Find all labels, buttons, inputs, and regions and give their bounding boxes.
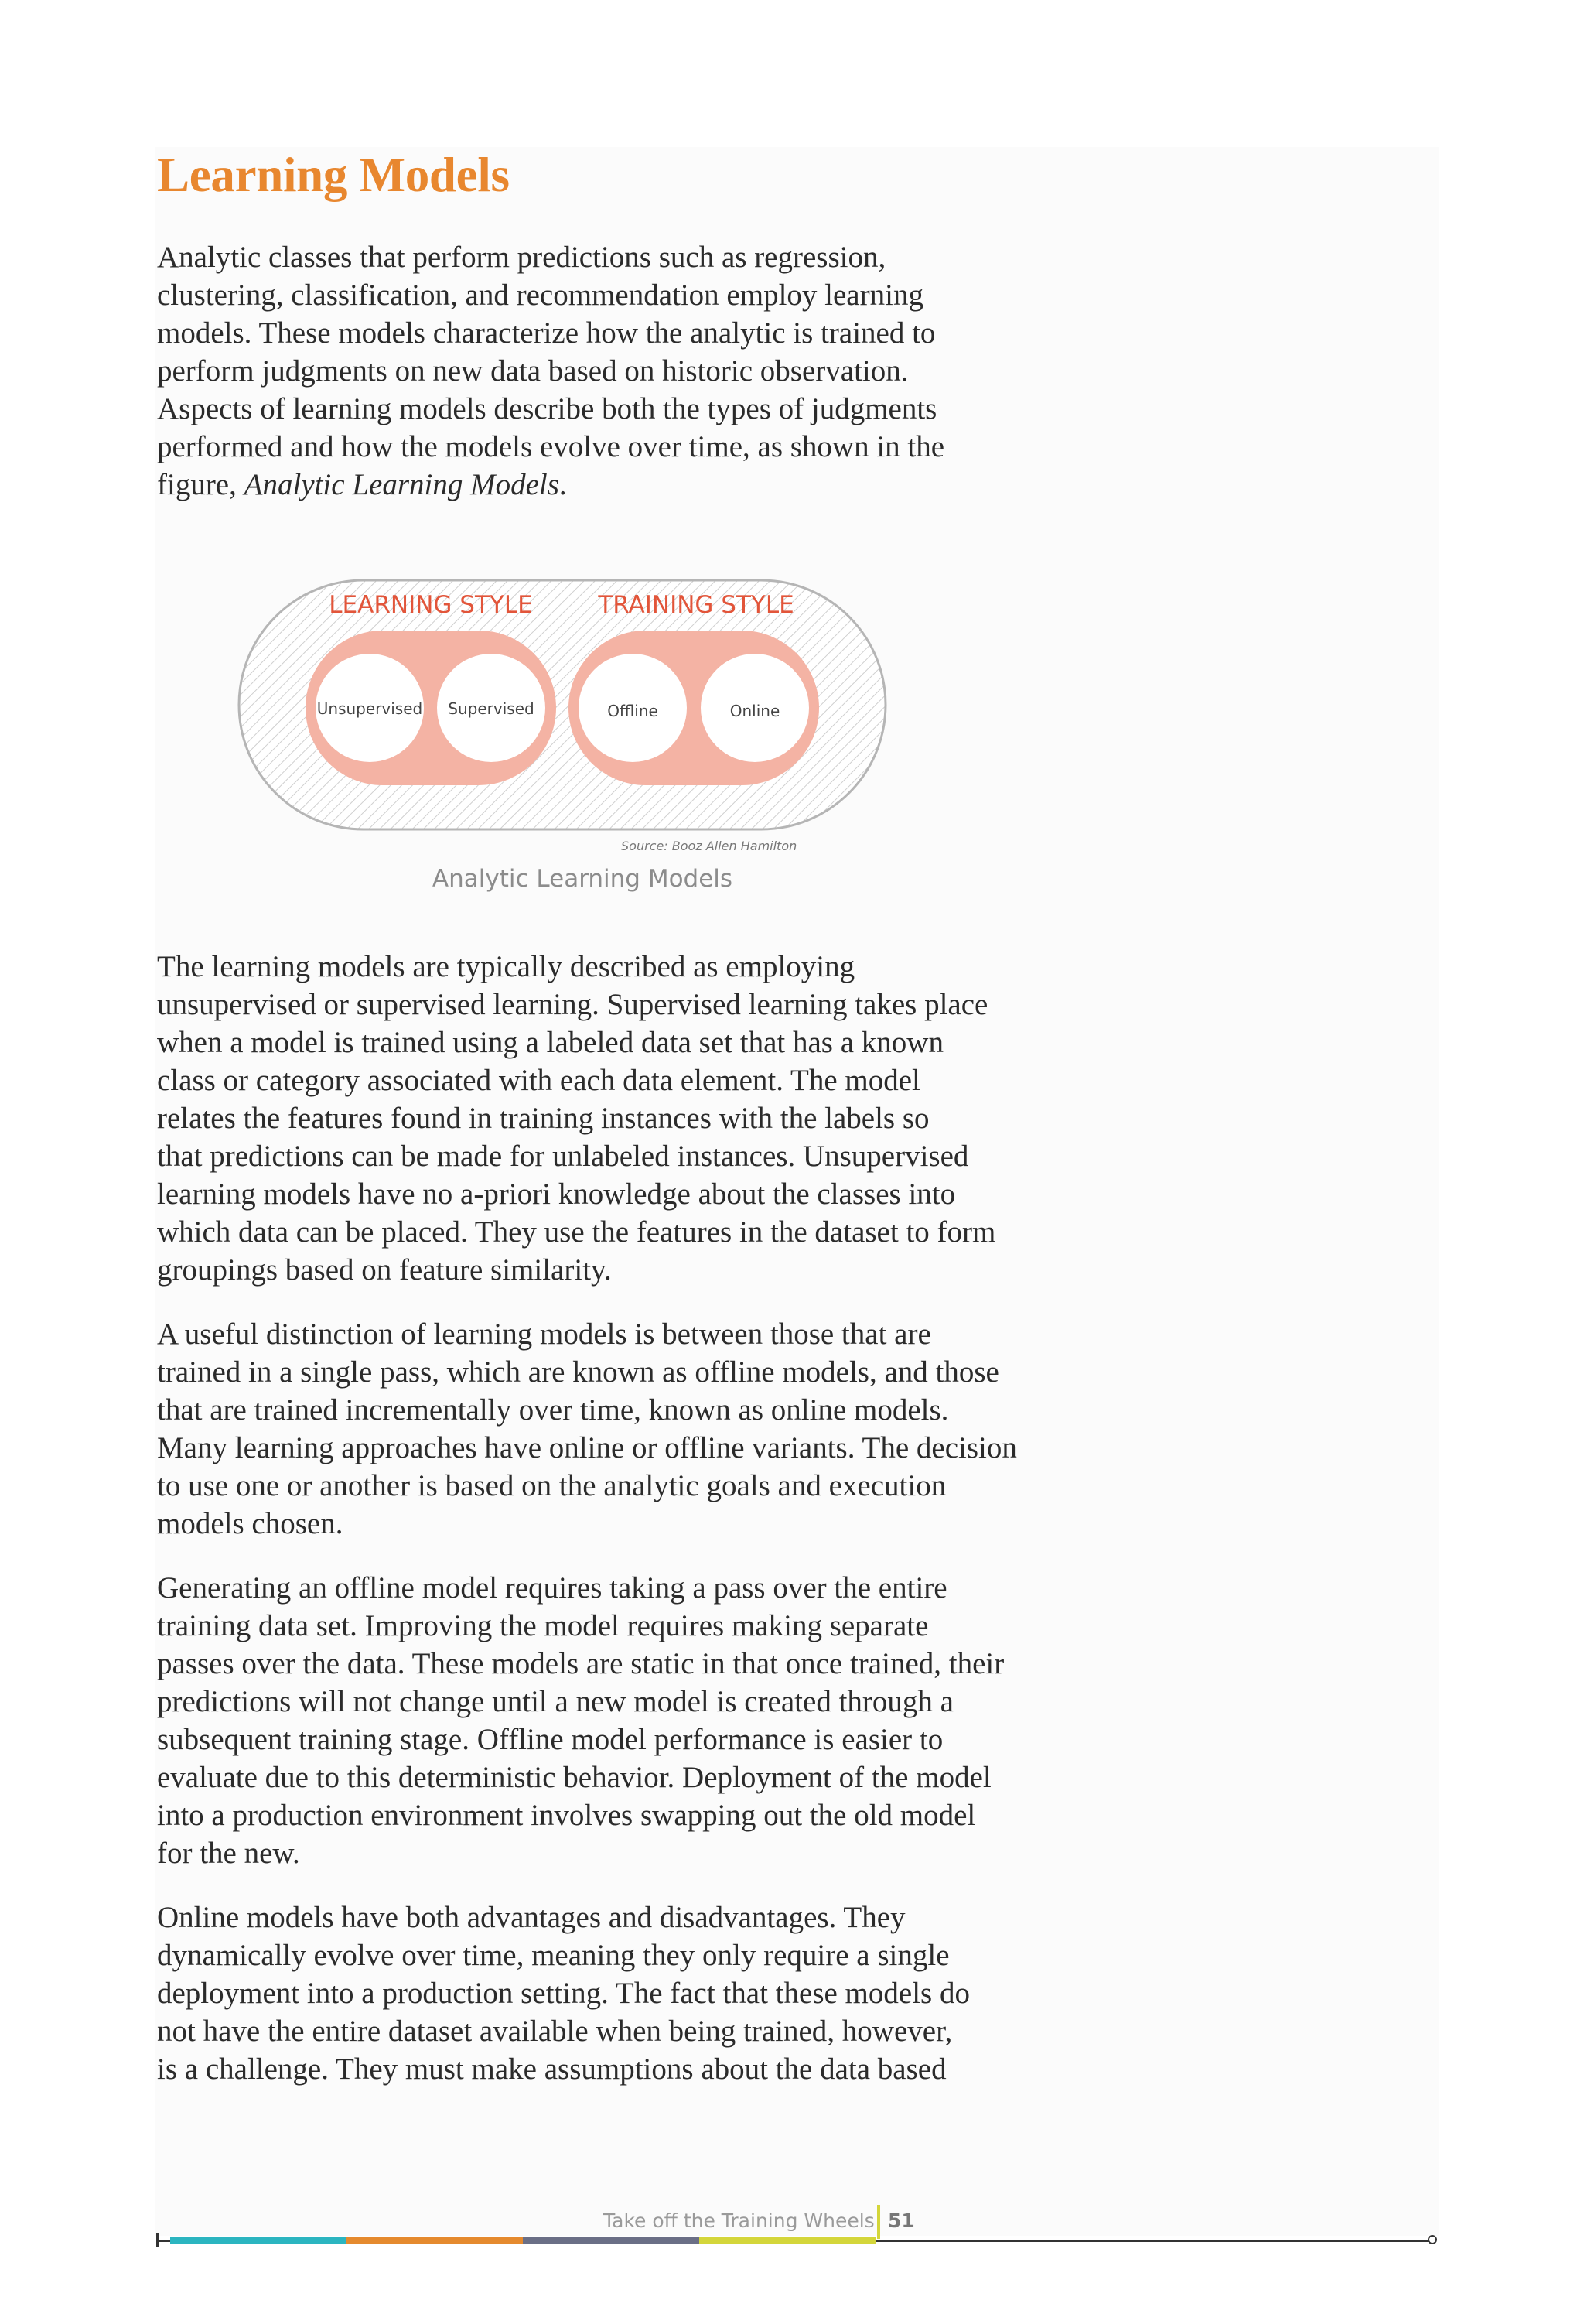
text-line: passes over the data. These models are static in that once trained, their [157,1647,1005,1680]
text-line: performed and how the models evolve over time, as shown in the [157,430,945,463]
footer-rule-end [1428,2235,1437,2244]
footer-bar-orange [346,2237,523,2244]
text-line: which data can be placed. They use the features in the dataset to form [157,1215,996,1249]
text-line: Many learning approaches have online or offline variants. The decision [157,1431,1017,1464]
footer-book-title: Take off the Training Wheels [603,2210,875,2232]
text-line: relates the features found in training instances with the labels so [157,1102,930,1135]
text-line: groupings based on feature similarity. [157,1253,612,1287]
text-line: Analytic classes that perform predictions such as regression, [157,241,886,274]
text-line: for the new. [157,1837,300,1870]
text-line: predictions will not change until a new model is created through a [157,1685,954,1718]
text-line: A useful distinction of learning models is between those that are [157,1318,931,1351]
text-line: Generating an offline model requires taking a pass over the entire [157,1571,947,1605]
text-line: trained in a single pass, which are known as offline models, and those [157,1355,999,1389]
text-line [157,466,1023,504]
text-line: unsupervised or supervised learning. Supervised learning takes place [157,988,988,1021]
text-line: Aspects of learning models describe both the types of judgments [157,392,937,425]
offline-label: Offline [607,702,658,720]
text-line: perform judgments on new data based on historic observation. [157,354,909,388]
footer-bar-teal [170,2237,346,2244]
text-line: deployment into a production setting. The fact that these models do [157,1977,970,2010]
text-line: models chosen. [157,1507,343,1540]
text-line: into a production environment involves swapping out the old model [157,1799,976,1832]
body-paragraph [157,1899,1023,2088]
text-line: Online models have both advantages and disadvantages. They [157,1901,906,1934]
text-line: class or category associated with each data element. The model [157,1064,920,1097]
figure-diagram [157,526,1023,866]
figure-reference: Analytic Learning Models [244,468,559,501]
text-fragment: figure, [157,468,244,501]
text-line: learning models have no a-priori knowledge about the classes into [157,1177,956,1211]
footer-bar-slate [523,2237,699,2244]
figure-source: Source: Booz Allen Hamilton [621,839,797,853]
footer-bar-lime [699,2237,876,2244]
page-title: Learning Models [157,148,510,202]
page-number: 51 [888,2210,915,2232]
figure-caption: Analytic Learning Models [432,865,733,893]
body-paragraph [157,1569,1023,1872]
text-line: clustering, classification, and recommendation employ learning [157,279,923,312]
learning-style-label: LEARNING STYLE [329,591,533,619]
body-paragraph [157,1315,1023,1543]
text-line: evaluate due to this deterministic behavior. Deployment of the model [157,1761,992,1794]
body-paragraph [157,948,1023,1289]
text-line: dynamically evolve over time, meaning they only require a single [157,1939,950,1972]
text-line: training data set. Improving the model requires making separate [157,1609,929,1642]
text-line: that are trained incrementally over time, known as online models. [157,1393,949,1427]
text-fragment: . [558,468,567,501]
intro-paragraph [157,238,1023,504]
text-line: models. These models characterize how the analytic is trained to [157,316,936,350]
text-line: to use one or another is based on the analytic goals and execution [157,1469,947,1502]
unsupervised-label: Unsupervised [316,699,423,718]
learning-models-figure [157,526,1023,913]
training-style-label: TRAINING STYLE [598,591,794,619]
text-line: subsequent training stage. Offline model performance is easier to [157,1723,944,1756]
text-line: that predictions can be made for unlabeled instances. Unsupervised [157,1140,969,1173]
text-line: not have the entire dataset available when being trained, however, [157,2015,953,2048]
text-line: is a challenge. They must make assumptions about the data based [157,2052,947,2086]
supervised-label: Supervised [448,699,534,718]
text-line: when a model is trained using a labeled data set that has a known [157,1026,944,1059]
footer-divider [877,2205,880,2239]
online-label: Online [729,702,780,720]
text-line: The learning models are typically described as employing [157,950,855,983]
